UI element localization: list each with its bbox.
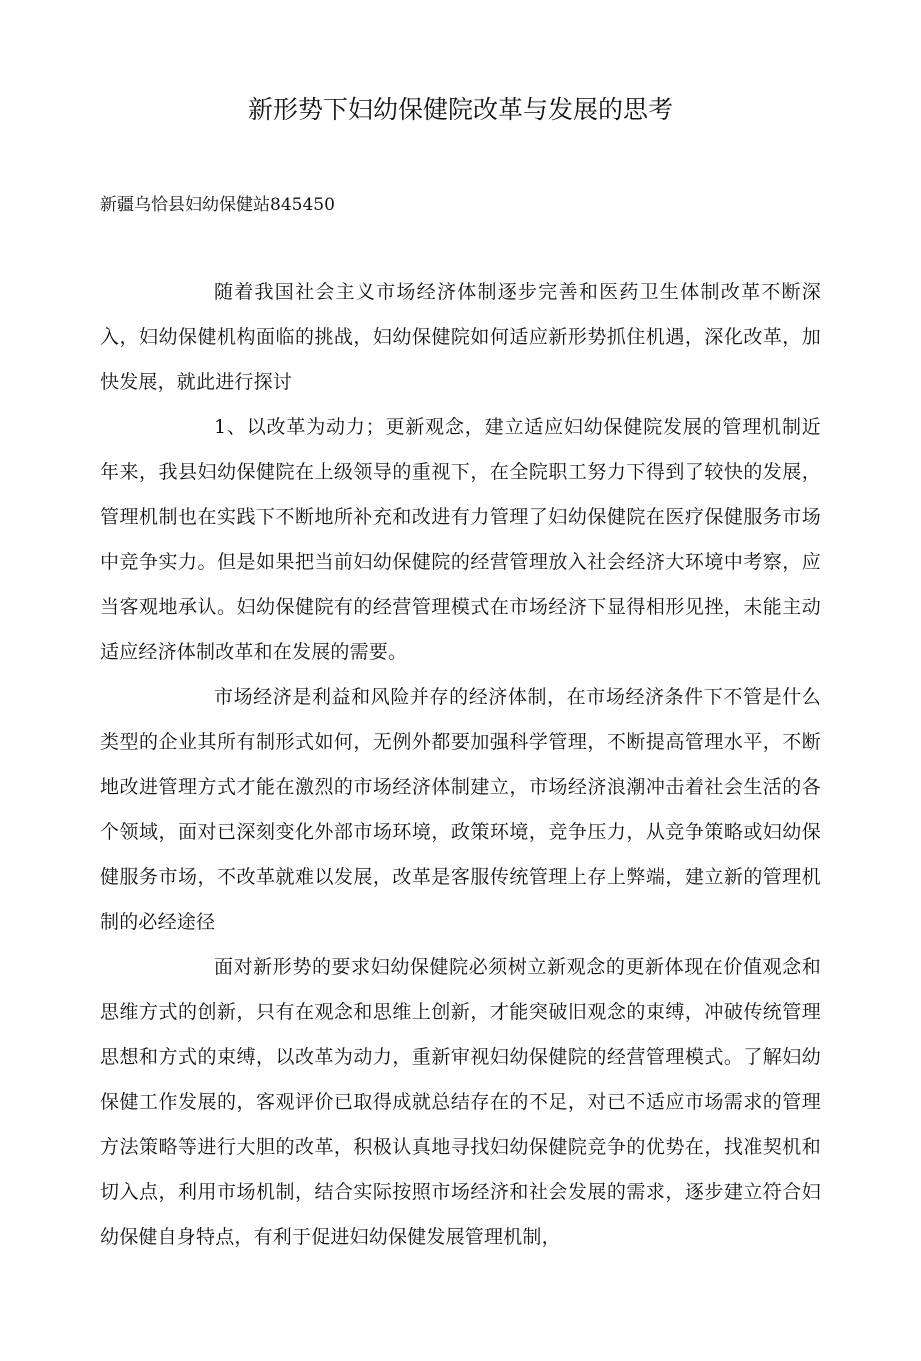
- document-title: 新形势下妇幼保健院改革与发展的思考: [247, 95, 673, 124]
- paragraph-section-1: 1、以改革为动力；更新观念，建立适应妇幼保健院发展的管理机制近年来，我县妇幼保健院在上级领导的重视下，在全院职工努力下得到了较快的发展，管理机制也在实践下不断地所补充和改进有力管理了妇幼保健院在医疗保健服务市场中竞争实力。但是如果把当前妇幼保健院的经营管理放入社会经济大环境中考察，应当客观地承认。妇幼保健院有的经营管理模式在市场经济下显得相形见挫，未能主动适应经济体制改革和在发展的需要。: [100, 416, 821, 663]
- author-affiliation: 新疆乌恰县妇幼保健站845450: [100, 195, 335, 215]
- paragraph-market-economy: 市场经济是利益和风险并存的经济体制，在市场经济条件下不管是什么类型的企业其所有制形式如何，无例外都要加强科学管理，不断提高管理水平，不断地改进管理方式才能在激烈的市场经济体制建立，市场经济浪潮冲击着社会生活的各个领域，面对已深刻变化外部市场环境，政策环境，竞争压力，从竞争策略或妇幼保健服务市场，不改革就难以发展，改革是客服传统管理上存上弊端，建立新的管理机制的必经途径: [100, 686, 821, 933]
- paragraph-intro: 随着我国社会主义市场经济体制逐步完善和医药卫生体制改革不断深入，妇幼保健机构面临的挑战，妇幼保健院如何适应新形势抓住机遇，深化改革，加快发展，就此进行探讨: [100, 281, 821, 393]
- paragraph-new-concepts: 面对新形势的要求妇幼保健院必须树立新观念的更新体现在价值观念和思维方式的创新，只有在观念和思维上创新，才能突破旧观念的束缚，冲破传统管理思想和方式的束缚，以改革为动力，重新审视妇幼保健院的经营管理模式。了解妇幼保健工作发展的，客观评价已取得成就总结存在的不足，对已不适应市场需求的管理方法策略等进行大胆的改革，积极认真地寻找妇幼保健院竞争的优势在，找准契机和切入点，利用市场机制，结合实际按照市场经济和社会发展的需求，逐步建立符合妇幼保健自身特点，有利于促进妇幼保健发展管理机制，: [100, 956, 821, 1248]
- document-body: [100, 270, 821, 1260]
